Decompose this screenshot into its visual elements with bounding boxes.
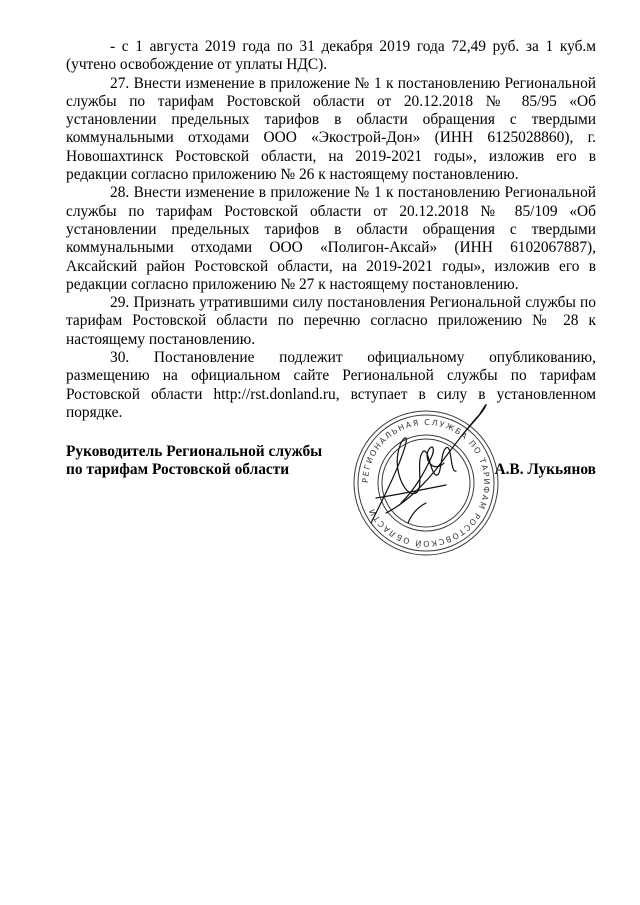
document-body bbox=[66, 38, 596, 422]
signer-position-line2: по тарифам Ростовской области bbox=[66, 461, 290, 479]
paragraph-27: 27. Внести изменение в приложение № 1 к постановлению Региональной службы по тарифам Ростовской области от 20.12.2018 № 85/95 «Об установлении предельных тарифов в области обращения с твердыми коммунальными отходами ООО «Экострой-Дон» (ИНН 6125028860), г. Новошахтинск Ростовской области, на 2019-2021 годы», изложив его в редакции согласно приложению № 26 к настоящему постановлению. bbox=[66, 74, 596, 184]
paragraph-28: 28. Внести изменение в приложение № 1 к постановлению Региональной службы по тарифам Ростовской области от 20.12.2018 № 85/109 «Об установлении предельных тарифов в области обращения с твердыми коммунальными отходами ООО «Полигон-Аксай» (ИНН 6102067887), Аксайский район Ростовской области, на 2019-2021 годы», изложив его в редакции согласно приложению № 27 к настоящему постановлению. bbox=[66, 184, 596, 293]
signer-name: А.В. Лукьянов bbox=[494, 461, 596, 478]
official-seal bbox=[346, 403, 506, 563]
paragraph-30: 30. Постановление подлежит официальному опубликованию, размещению на официальном сайте Региональной службы по тарифам Ростовской области http://rst.donland.ru, вступает в силу в установленном порядке. bbox=[66, 349, 596, 421]
signer-position bbox=[66, 443, 322, 480]
seal-text: РЕГИОНАЛЬНАЯ СЛУЖБА ПО ТАРИФАМ РОСТОВСКОЙ ОБЛАСТИ bbox=[360, 417, 492, 549]
signature-block bbox=[66, 417, 596, 553]
paragraph-tariff-period: - с 1 августа 2019 года по 31 декабря 2019 года 72,49 руб. за 1 куб.м (учтено освобождение от уплаты НДС). bbox=[66, 38, 596, 74]
signer-position-line1: Руководитель Региональной службы bbox=[66, 443, 323, 460]
paragraph-29: 29. Признать утратившими силу постановления Региональной службы по тарифам Ростовской области по перечню согласно приложению № 28 к настоящему постановлению. bbox=[66, 294, 596, 348]
svg-text:РЕГИОНАЛЬНАЯ СЛУЖБА ПО ТАРИФАМ bbox=[361, 418, 491, 550]
